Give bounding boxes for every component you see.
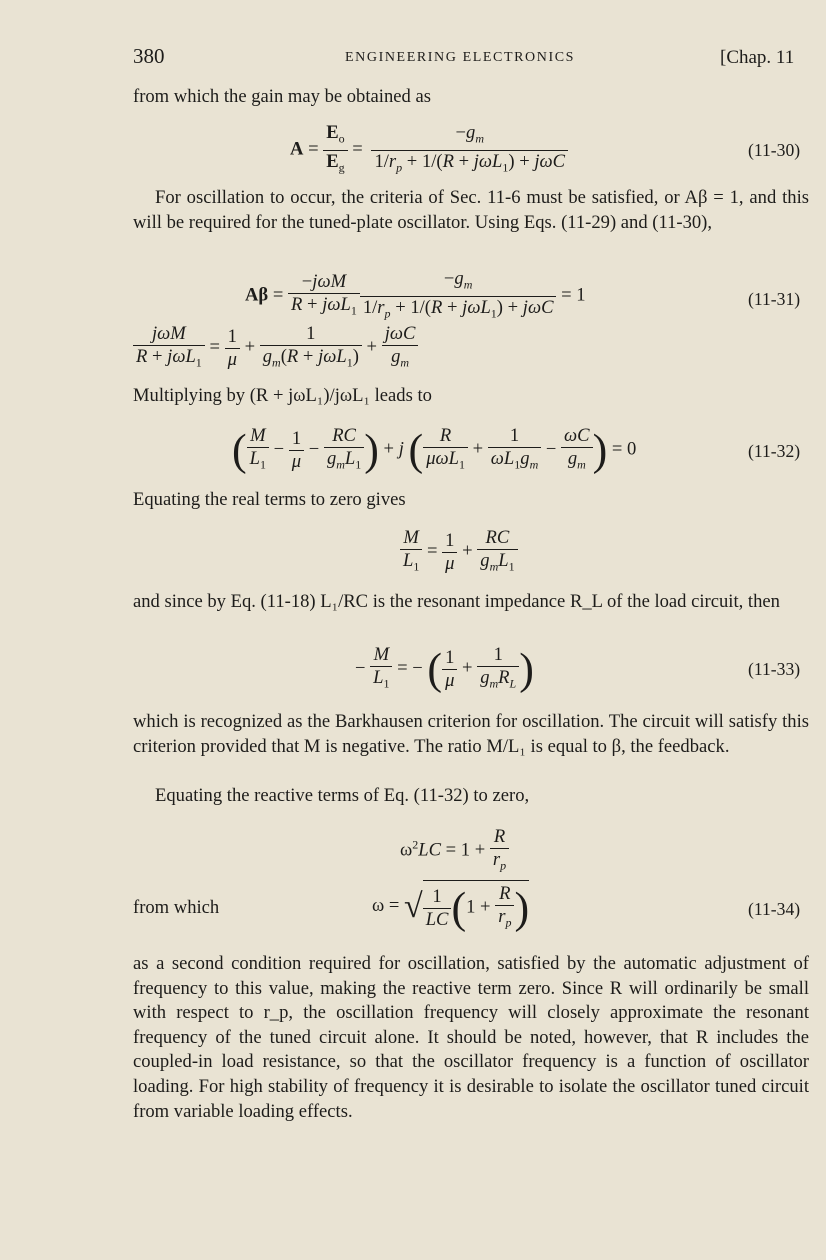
chapter-label: [Chap. 11 <box>720 47 795 68</box>
equation-number-11-30: (11-30) <box>748 140 801 160</box>
equation-11-32: ( $\frac{M}{L_1}$ − $\frac{1}{\mu}$ − $\frac{RC}{g_mL_1}$ ) + j ( $\frac{R}{\mu\omega L_1}$ + $\frac{1}{\omega L_1g_m}$ − $\frac{\omega C}{g_m}$ ) = 0 <box>232 425 637 475</box>
equation-real-terms: $\frac{M}{L_1}$ = $\frac{1}{\mu}$ + $\frac{RC}{g_mL_1}$ <box>400 527 518 578</box>
equation-number-11-31: (11-31) <box>748 289 801 309</box>
paragraph-final: as a second condition required for oscillation, satisfied by the automatic adjustment of frequency to this value, making the reactive term zero. Since R will ordinarily be small with respect to r_p, the oscillation frequency will closely approximate the resonant frequency of the tuned circuit alone. It should be noted, however, that R includes the coupled-in load resistance, so that the oscillator frequency is a function of oscillator loading. For high stability of frequency it is desirable to isolate the oscillator tuned circuit from variable loading effects. <box>133 953 809 1122</box>
from-which-text: from which <box>133 897 220 918</box>
equation-number-11-34: (11-34) <box>748 899 801 919</box>
equating-real-text: Equating the real terms to zero gives <box>133 489 406 510</box>
paragraph-oscillation-text: For oscillation to occur, the criteria of Sec. 11-6 must be satisfied, or Aβ = 1, and this will be required for the tuned-plate oscillator. Using Eqs. (11-29) and (11-30), <box>133 187 809 233</box>
equation-11-33: − $\frac{M}{L_1}$ = − ( $\frac{1}{\mu}$ + $\frac{1}{g_mR_L}$ ) <box>355 644 534 694</box>
equation-11-34: ω = √ $\frac{1}{LC}$ (1 + $\frac{R}{r_p}$ ) <box>372 880 529 934</box>
equation-11-31-expanded: $\frac{\text{jωM}}{R + j\omega L_1}$ = $\frac{1}{\mu}$ + $\frac{1}{g_m(R + j\omega L_1)}$ + $\frac{\text{jωC}}{g_m}$ <box>133 323 418 374</box>
equation-number-11-33: (11-33) <box>748 659 801 679</box>
multiplying-text: Multiplying by (R + jωL₁)/jωL₁ leads to <box>133 385 432 406</box>
equation-reactive-terms: $\omega^2LC = 1$ + $\frac{R}{r_p}$ <box>400 826 509 877</box>
intro-text: from which the gain may be obtained as <box>133 86 431 107</box>
paragraph-oscillation-criteria <box>133 186 809 235</box>
page-number: 380 <box>133 44 165 68</box>
equation-11-31: Aβ = $\frac{\text{−jωM}}{R + j\omega L_1}$ $\frac{-g_m}{1/r_p + 1/(R + j\omega L_1) + j\omega C}$ = 1 <box>245 268 586 321</box>
paragraph-and-since: and since by Eq. (11-18) L₁/RC is the resonant impedance R_L of the load circuit, then <box>133 591 780 612</box>
equation-number-11-32: (11-32) <box>748 441 801 461</box>
running-title: ENGINEERING ELECTRONICS <box>345 50 576 65</box>
paragraph-barkhausen: which is recognized as the Barkhausen criterion for oscillation. The circuit will satisfy this criterion provided that M is negative. The ratio M/L₁ is equal to β, the feedback. <box>133 711 809 757</box>
equating-reactive-text: Equating the reactive terms of Eq. (11-32) to zero, <box>155 785 530 806</box>
equation-11-30: A = $\frac{E_o}{E_g}$ = $\frac{-g_m}{1/r_p + 1/(R + j\omega L_1) + j\omega C}$ <box>290 122 568 178</box>
